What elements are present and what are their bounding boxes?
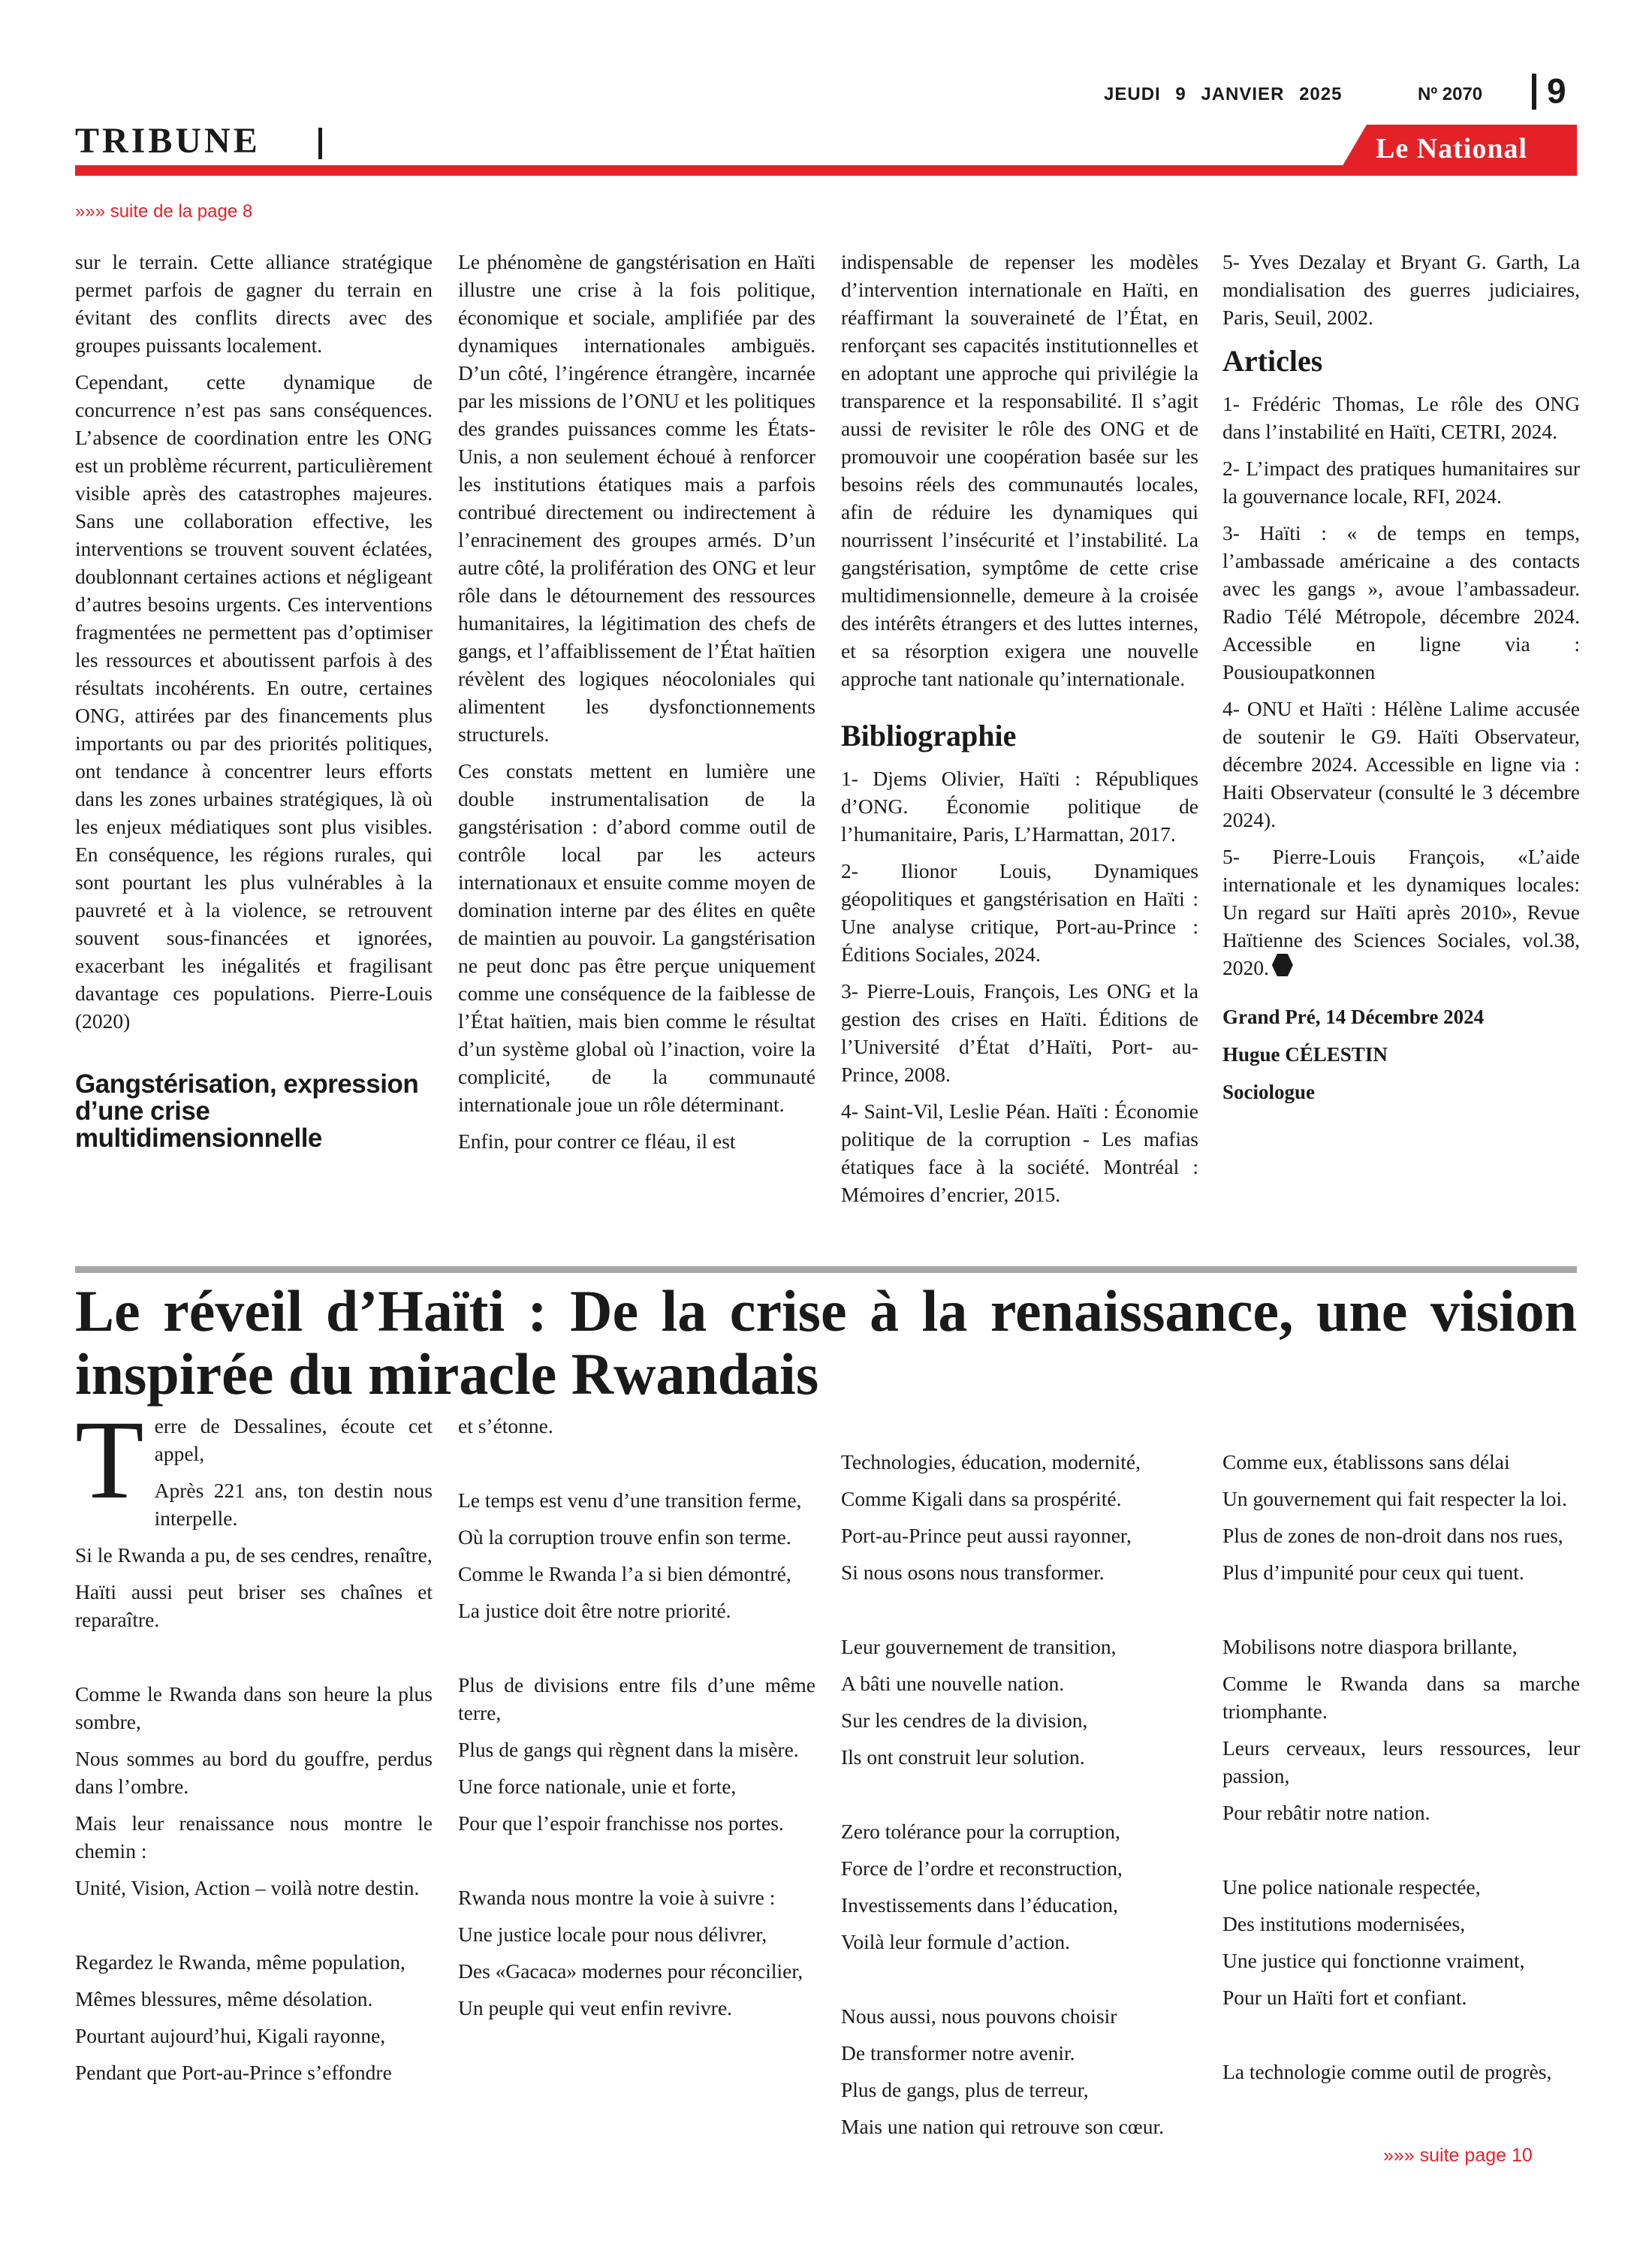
poem-line: Unité, Vision, Action – voilà notre destin. xyxy=(75,1876,420,1899)
poem-line: Mais leur renaissance nous montre le chemin : xyxy=(75,1811,433,1862)
poem-line: Ils ont construit leur solution. xyxy=(841,1745,1085,1769)
poem-column-3 xyxy=(841,1448,1198,2149)
poem-line: Leurs cerveaux, leurs ressources, leur passion, xyxy=(1222,1736,1580,1787)
poem-line: Si le Rwanda a pu, de ses cendres, renaître, xyxy=(75,1543,433,1567)
article-reference: 1- Frédéric Thomas, Le rôle des ONG dans l’instabilité en Haïti, CETRI, 2024. xyxy=(1222,392,1580,443)
poem-line: Pour un Haïti fort et confiant. xyxy=(1222,1986,1467,2009)
poem-line: Comme le Rwanda dans son heure la plus sombre, xyxy=(75,1682,433,1733)
article-reference: 4- ONU et Haïti : Hélène Lalime accusée de soutenir le G9. Haïti Observateur, décembre 2024. Accessible en ligne via : Haiti Observateur (consulté le 3 décembre 2024). xyxy=(1222,697,1580,831)
poem-line: Port-au-Prince peut aussi rayonner, xyxy=(841,1524,1132,1547)
poem-line: Comme eux, établissons sans délai xyxy=(1222,1450,1510,1473)
bibliography-entry: 3- Pierre-Louis, François, Les ONG et la gestion des crises en Haïti. Éditions de l’Université d’État d’Haïti, Port- au-Prince, 2008. xyxy=(841,979,1198,1086)
poem-line: Des «Gacaca» modernes pour réconcilier, xyxy=(458,1959,803,1983)
poem-line: et s’étonne. xyxy=(458,1414,553,1437)
poem-line: Voilà leur formule d’action. xyxy=(841,1930,1070,1953)
poem-line: Leur gouvernement de transition, xyxy=(841,1635,1117,1658)
poem-line: Nous aussi, nous pouvons choisir xyxy=(841,2004,1117,2028)
poem-line: Plus d’impunité pour ceux qui tuent. xyxy=(1222,1561,1524,1584)
poem-line: La technologie comme outil de progrès, xyxy=(1222,2060,1552,2083)
bibliography-heading: Bibliographie xyxy=(841,719,1017,753)
continued-from-link[interactable]: »»» suite de la page 8 xyxy=(75,201,253,222)
paragraph: Enfin, pour contrer ce fléau, il est xyxy=(458,1130,736,1153)
poem-line: Comme le Rwanda dans sa marche triomphante. xyxy=(1222,1672,1580,1723)
poem-line: Plus de gangs qui règnent dans la misère. xyxy=(458,1738,799,1761)
poem-line: Après 221 ans, ton destin nous interpelle. xyxy=(154,1479,433,1530)
article1-column-1 xyxy=(75,248,433,1152)
paragraph: sur le terrain. Cette alliance stratégique permet parfois de gagner du terrain en évitant des conflits directs avec des groupes puissants localement. xyxy=(75,250,433,357)
poem-line: Sur les cendres de la division, xyxy=(841,1709,1088,1732)
poem-line: Zero tolérance pour la corruption, xyxy=(841,1820,1120,1843)
section-title: TRIBUNE xyxy=(75,121,261,161)
article2-headline: Le réveil d’Haïti : De la crise à la renaissance, une vision inspirée du miracle Rwandais xyxy=(75,1278,1577,1407)
poem-column-4 xyxy=(1222,1448,1580,2095)
newspaper-brand: Le National xyxy=(1376,133,1528,164)
poem-line: Force de l’ordre et reconstruction, xyxy=(841,1856,1123,1880)
poem-line: Une justice qui fonctionne vraiment, xyxy=(1222,1949,1525,1972)
poem-column-1 xyxy=(75,1398,433,2095)
poem-line: Haïti aussi peut briser ses chaînes et reparaître. xyxy=(75,1580,433,1631)
paragraph: Ces constats mettent en lumière une double instrumentalisation de la gangstérisation : d’abord comme outil de contrôle local par les acteurs internationaux et ensuite comme moyen de domination interne par des élites en quête de maintien au pouvoir. La gangstérisation ne peut donc pas être perçue uniquement comme une conséquence de la faiblesse de l’État haïtien, mais bien comme le résultat d’un système global où l’inaction, voire la complicité, de la communauté internationale joue un rôle déterminant. xyxy=(458,759,815,1116)
paragraph: Cependant, cette dynamique de concurrence n’est pas sans conséquences. L’absence de coordination entre les ONG est un problème récurrent, particulièrement visible après des catastrophes majeures. Sans une collaboration effective, les interventions se trouvent souvent éclatées, doublonnant certaines actions et négligeant d’autres besoins urgents. Ces interventions fragmentées ne permettent pas d’optimiser les ressources et aboutissent parfois à des résultats incohérents. En outre, certaines ONG, attirées par des financements plus importants ou par des priorités politiques, ont tendance à concentrer leurs efforts dans les zones urbaines stratégiques, là où les enjeux médiatiques sont plus visibles. En conséquence, les régions rurales, qui sont pourtant les plus vulnérables à la pauvreté et à la violence, se retrouvent souvent sous-financées et ignorées, exacerbant les inégalités et fragilisant davantage ces populations. Pierre-Louis (2020) xyxy=(75,370,433,1033)
poem-line: Comme le Rwanda l’a si bien démontré, xyxy=(458,1562,791,1585)
bibliography-entry: 1- Djems Olivier, Haïti : Républiques d’ONG. Économie politique de l’humanitaire, Paris, L’Harmattan, 2017. xyxy=(841,767,1198,846)
poem-line: Plus de divisions entre fils d’une même terre, xyxy=(458,1673,815,1724)
poem-column-2 xyxy=(458,1412,815,2031)
poem-line: Un peuple qui veut enfin revivre. xyxy=(458,1996,733,2019)
section-divider xyxy=(318,128,322,159)
article-reference: 2- L’impact des pratiques humanitaires sur la gouvernance locale, RFI, 2024. xyxy=(1222,457,1580,508)
poem-line: Regardez le Rwanda, même population, xyxy=(75,1950,405,1974)
article-reference: 3- Haïti : « de temps en temps, l’ambassade américaine a des contacts avec les gangs », avoue l’ambassadeur. Radio Télé Métropole, décembre 2024. Accessible en ligne via : Pousioupatkonnen xyxy=(1222,521,1580,683)
article-reference xyxy=(1222,843,1580,982)
poem-line: Si nous osons nous transformer. xyxy=(841,1561,1105,1584)
poem-line: Nous sommes au bord du gouffre, perdus dans l’ombre. xyxy=(75,1747,433,1798)
article-reference-text: 5- Pierre-Louis François, «L’aide internationale et les dynamiques locales: Un regard sur Haïti après 2010», Revue Haïtienne des Sciences Sociales, vol.38, 2020. xyxy=(1222,845,1580,979)
poem-line: De transformer notre avenir. xyxy=(841,2041,1075,2064)
poem-line: Une force nationale, unie et forte, xyxy=(458,1775,737,1798)
poem-line: A bâti une nouvelle nation. xyxy=(841,1672,1065,1695)
poem-line: Comme Kigali dans sa prospérité. xyxy=(841,1487,1122,1510)
poem-line: Rwanda nous montre la voie à suivre : xyxy=(458,1886,776,1909)
poem-line: Investissements dans l’éducation, xyxy=(841,1893,1118,1917)
end-of-article-icon xyxy=(1272,954,1293,976)
poem-line: Pourtant aujourd’hui, Kigali rayonne, xyxy=(75,2024,386,2047)
poem-line: Un gouvernement qui fait respecter la loi. xyxy=(1222,1487,1567,1510)
poem-line: Pour que l’espoir franchisse nos portes. xyxy=(458,1811,784,1835)
poem-line: Plus de gangs, plus de terreur, xyxy=(841,2078,1089,2101)
drop-cap: T xyxy=(75,1398,144,1522)
article1-column-4 xyxy=(1222,248,1580,1111)
continued-to-link[interactable]: »»» suite page 10 xyxy=(1383,2145,1533,2166)
bibliography-entry: 2- Ilionor Louis, Dynamiques géopolitiques et gangstérisation en Haïti : Une analyse critique, Port-au-Prince : Éditions Sociales, 2024. xyxy=(841,859,1198,966)
poem-line: Mobilisons notre diaspora brillante, xyxy=(1222,1635,1518,1658)
poem-line: Où la corruption trouve enfin son terme. xyxy=(458,1525,791,1549)
poem-line: Une police nationale respectée, xyxy=(1222,1875,1481,1899)
paragraph: Le phénomène de gangstérisation en Haïti illustre une crise à la fois politique, économique et sociale, amplifiée par des dynamiques internationales ambiguës. D’un côté, l’ingérence étrangère, incarnée par les missions de l’ONU et les politiques des grandes puissances comme les États-Unis, a non seulement échoué à renforcer les institutions étatiques mais a parfois contribué directement ou indirectement à l’enracinement des groupes armés. D’un autre côté, la prolifération des ONG et leur rôle dans le détournement des ressources humanitaires, la légitimation des chefs de gangs, et l’affaiblissement de l’État haïtien révèlent des logiques néocoloniales qui alimentent les dysfonctionnements structurels. xyxy=(458,250,815,746)
poem-line: Le temps est venu d’une transition ferme, xyxy=(458,1488,802,1512)
poem-line: Mêmes blessures, même désolation. xyxy=(75,1987,373,2010)
poem-line: Plus de zones de non-droit dans nos rues, xyxy=(1222,1524,1563,1547)
signature-place-date: Grand Pré, 14 Décembre 2024 xyxy=(1222,1006,1485,1028)
bibliography-entry: 5- Yves Dezalay et Bryant G. Garth, La mondialisation des guerres judiciaires, Paris, Seuil, 2002. xyxy=(1222,250,1580,329)
bibliography-entry: 4- Saint-Vil, Leslie Péan. Haïti : Économie politique de la corruption - Les mafias étatiques face à la société. Montréal : Mémoires d’encrier, 2015. xyxy=(841,1099,1198,1206)
poem-line: Pendant que Port-au-Prince s’effondre xyxy=(75,2061,392,2084)
poem-line-text: erre de Dessalines, écoute cet appel, xyxy=(154,1414,433,1465)
poem-line: Mais une nation qui retrouve son cœur. xyxy=(841,2115,1164,2138)
poem-line: Pour rebâtir notre nation. xyxy=(1222,1801,1430,1824)
articles-heading: Articles xyxy=(1222,344,1323,378)
page-number: 9 xyxy=(1547,71,1566,110)
article-divider xyxy=(75,1266,1577,1273)
signature-role: Sociologue xyxy=(1222,1081,1316,1103)
subheading: Gangstérisation, expression d’une crise multidimensionnelle xyxy=(75,1069,419,1153)
signature-author: Hugue CÉLESTIN xyxy=(1222,1043,1388,1066)
article1-column-3 xyxy=(841,248,1198,1217)
paragraph: indispensable de repenser les modèles d’intervention internationale en Haïti, en réaffirmant la souveraineté de l’État, en renforçant ses capacités institutionnelles et en adoptant une approche qui privilégie la transparence et la responsabilité. Il s’agit aussi de revisiter le rôle des ONG et de promouvoir une coopération basée sur les besoins réels des communautés locales, afin de réduire les dynamiques qui nourrissent l’insécurité et l’instabilité. La gangstérisation, symptôme de cette crise multidimensionnelle, demeure à la croisée des intérêts étrangers et des luttes internes, et sa résorption exigera une nouvelle approche tant nationale qu’internationale. xyxy=(841,250,1198,690)
signature-block xyxy=(1222,998,1580,1111)
poem-line: Technologies, éducation, modernité, xyxy=(841,1450,1141,1473)
poem-line: Des institutions modernisées, xyxy=(1222,1912,1466,1935)
issue-number: Nº 2070 xyxy=(1418,84,1483,104)
poem-line: La justice doit être notre priorité. xyxy=(458,1599,731,1622)
article1-column-2 xyxy=(458,248,815,1164)
issue-date: JEUDI 9 JANVIER 2025 xyxy=(1104,84,1343,104)
header-divider xyxy=(1532,74,1536,110)
poem-line: Une justice locale pour nous délivrer, xyxy=(458,1923,767,1946)
